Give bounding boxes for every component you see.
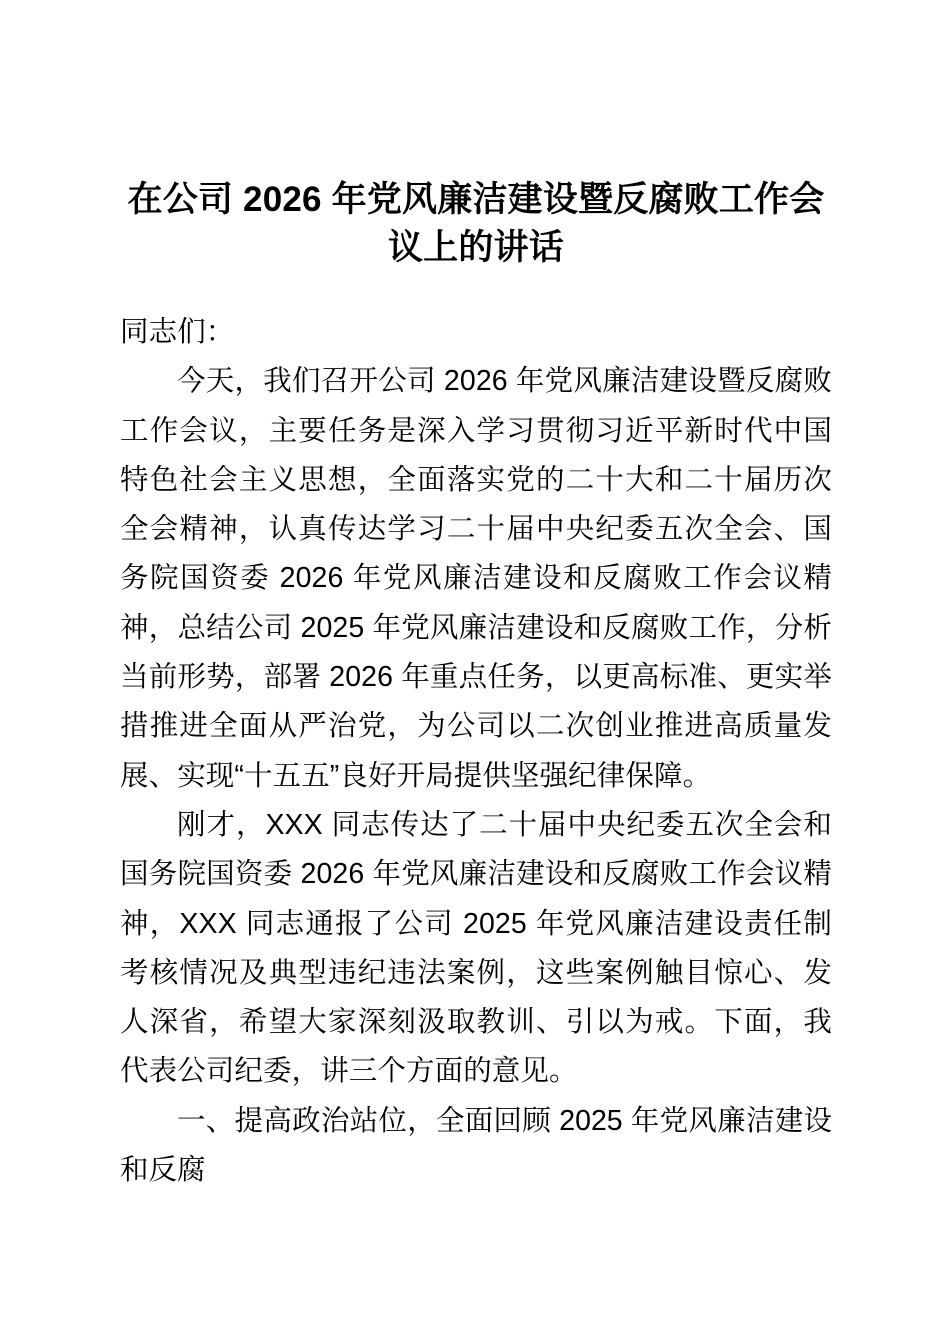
paragraph-2: 刚才，XXX 同志传达了二十届中央纪委五次全会和国务院国资委 2026 年党风廉洁建设和反腐败工作会议精神，XXX 同志通报了公司 2025 年党风廉洁建设责任制考核情况及典型违纪违法案例，这些案例触目惊心、发人深省，希望大家深刻汲取教训、引以为戒。下面，我代表公司纪委，讲三个方面的意见。 — [120, 808, 832, 1088]
document-body — [120, 308, 832, 1195]
document-title: 在公司 2026 年党风廉洁建设暨反腐败工作会议上的讲话 — [127, 180, 825, 267]
salutation-line: 同志们： — [120, 316, 235, 348]
section-heading-1: 一、提高政治站位，全面回顾 2025 年党风廉洁建设和反腐 — [120, 1104, 832, 1187]
document-content-area — [120, 0, 832, 1195]
paragraph-1: 今天，我们召开公司 2026 年党风廉洁建设暨反腐败工作会议，主要任务是深入学习贯彻习近平新时代中国特色社会主义思想，全面落实党的二十大和二十届历次全会精神，认真传达学习二十届中央纪委五次全会、国务院国资委 2026 年党风廉洁建设和反腐败工作会议精神，总结公司 2025 年党风廉洁建设和反腐败工作，分析当前形势，部署 2026 年重点任务，以更高标准、更实举措推进全面从严治党，为公司以二次创业推进高质量发展、实现“十五五”良好开局提供坚强纪律保障。 — [120, 365, 832, 792]
